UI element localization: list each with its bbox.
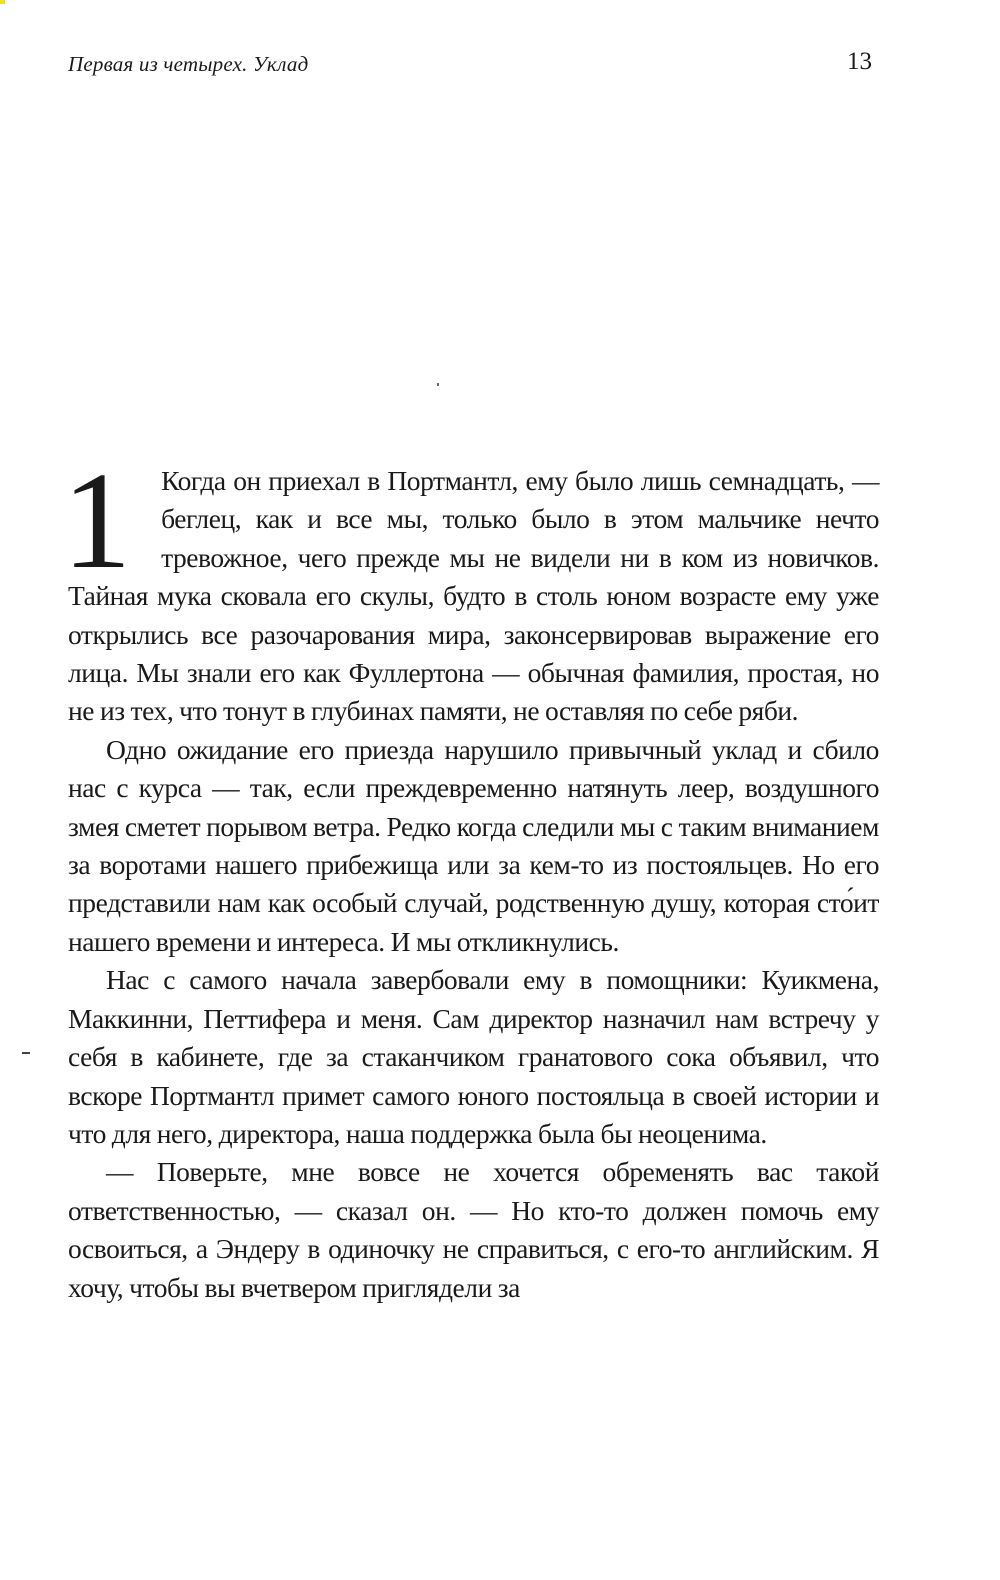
paragraph-2: Одно ожидание его приезда нарушило привычный уклад и сбило нас с курса — так, если преждевременно натянуть леер, воздушного змея сметет порывом ветра. Редко когда следили мы с таким вниманием за воротами нашего прибежища или за кем-то из постояльцев. Но его представили нам как особый случай, родственную душу, которая сто́ит нашего времени и интереса. И мы откликнулись. xyxy=(68,733,879,957)
chapter-number-drop-cap: 1 xyxy=(62,444,132,598)
paragraph-3: Нас с самого начала завербовали ему в помощники: Куикмена, Маккинни, Петтифера и меня. Сам директор назначил нам встречу у себя в кабинете, где за стаканчиком гранатового сока объявил, что вскоре Портмантл примет самого юного постояльца в своей истории и что для него, директора, наша поддержка была бы неоценима. xyxy=(68,964,879,1149)
paragraph-4: — Поверьте, мне вовсе не хочется обременять вас такой ответственностью, — сказал он. — Но кто-то должен помочь ему освоиться, а Эндеру в одиночку не справиться, с его-то английским. Я хочу, чтобы вы вчетвером приглядели за xyxy=(68,1156,879,1303)
page-header xyxy=(68,46,872,80)
page-number: 13 xyxy=(847,48,872,75)
body-text xyxy=(62,444,879,1307)
scan-mark-dash xyxy=(22,1052,30,1054)
paragraph-1-text: Когда он приехал в Портмантл, ему было лишь семнадцать, — беглец, как и все мы, только было в этом мальчике нечто тревожное, чего прежде мы не видели ни в ком из новичков. Тайная мука сковала его скулы, будто в столь юном возрасте ему уже открылись все разочарования мира, законсервировав выражение его лица. Мы знали его как Фуллертона — обычная фамилия, простая, но не из тех, что тонут в глубинах памяти, не оставляя по себе ряби. xyxy=(68,465,879,727)
scan-mark-yellow xyxy=(0,0,5,4)
paragraph-1 xyxy=(62,444,879,731)
scan-mark-dot xyxy=(437,383,439,386)
running-title: Первая из четырех. Уклад xyxy=(68,52,309,76)
